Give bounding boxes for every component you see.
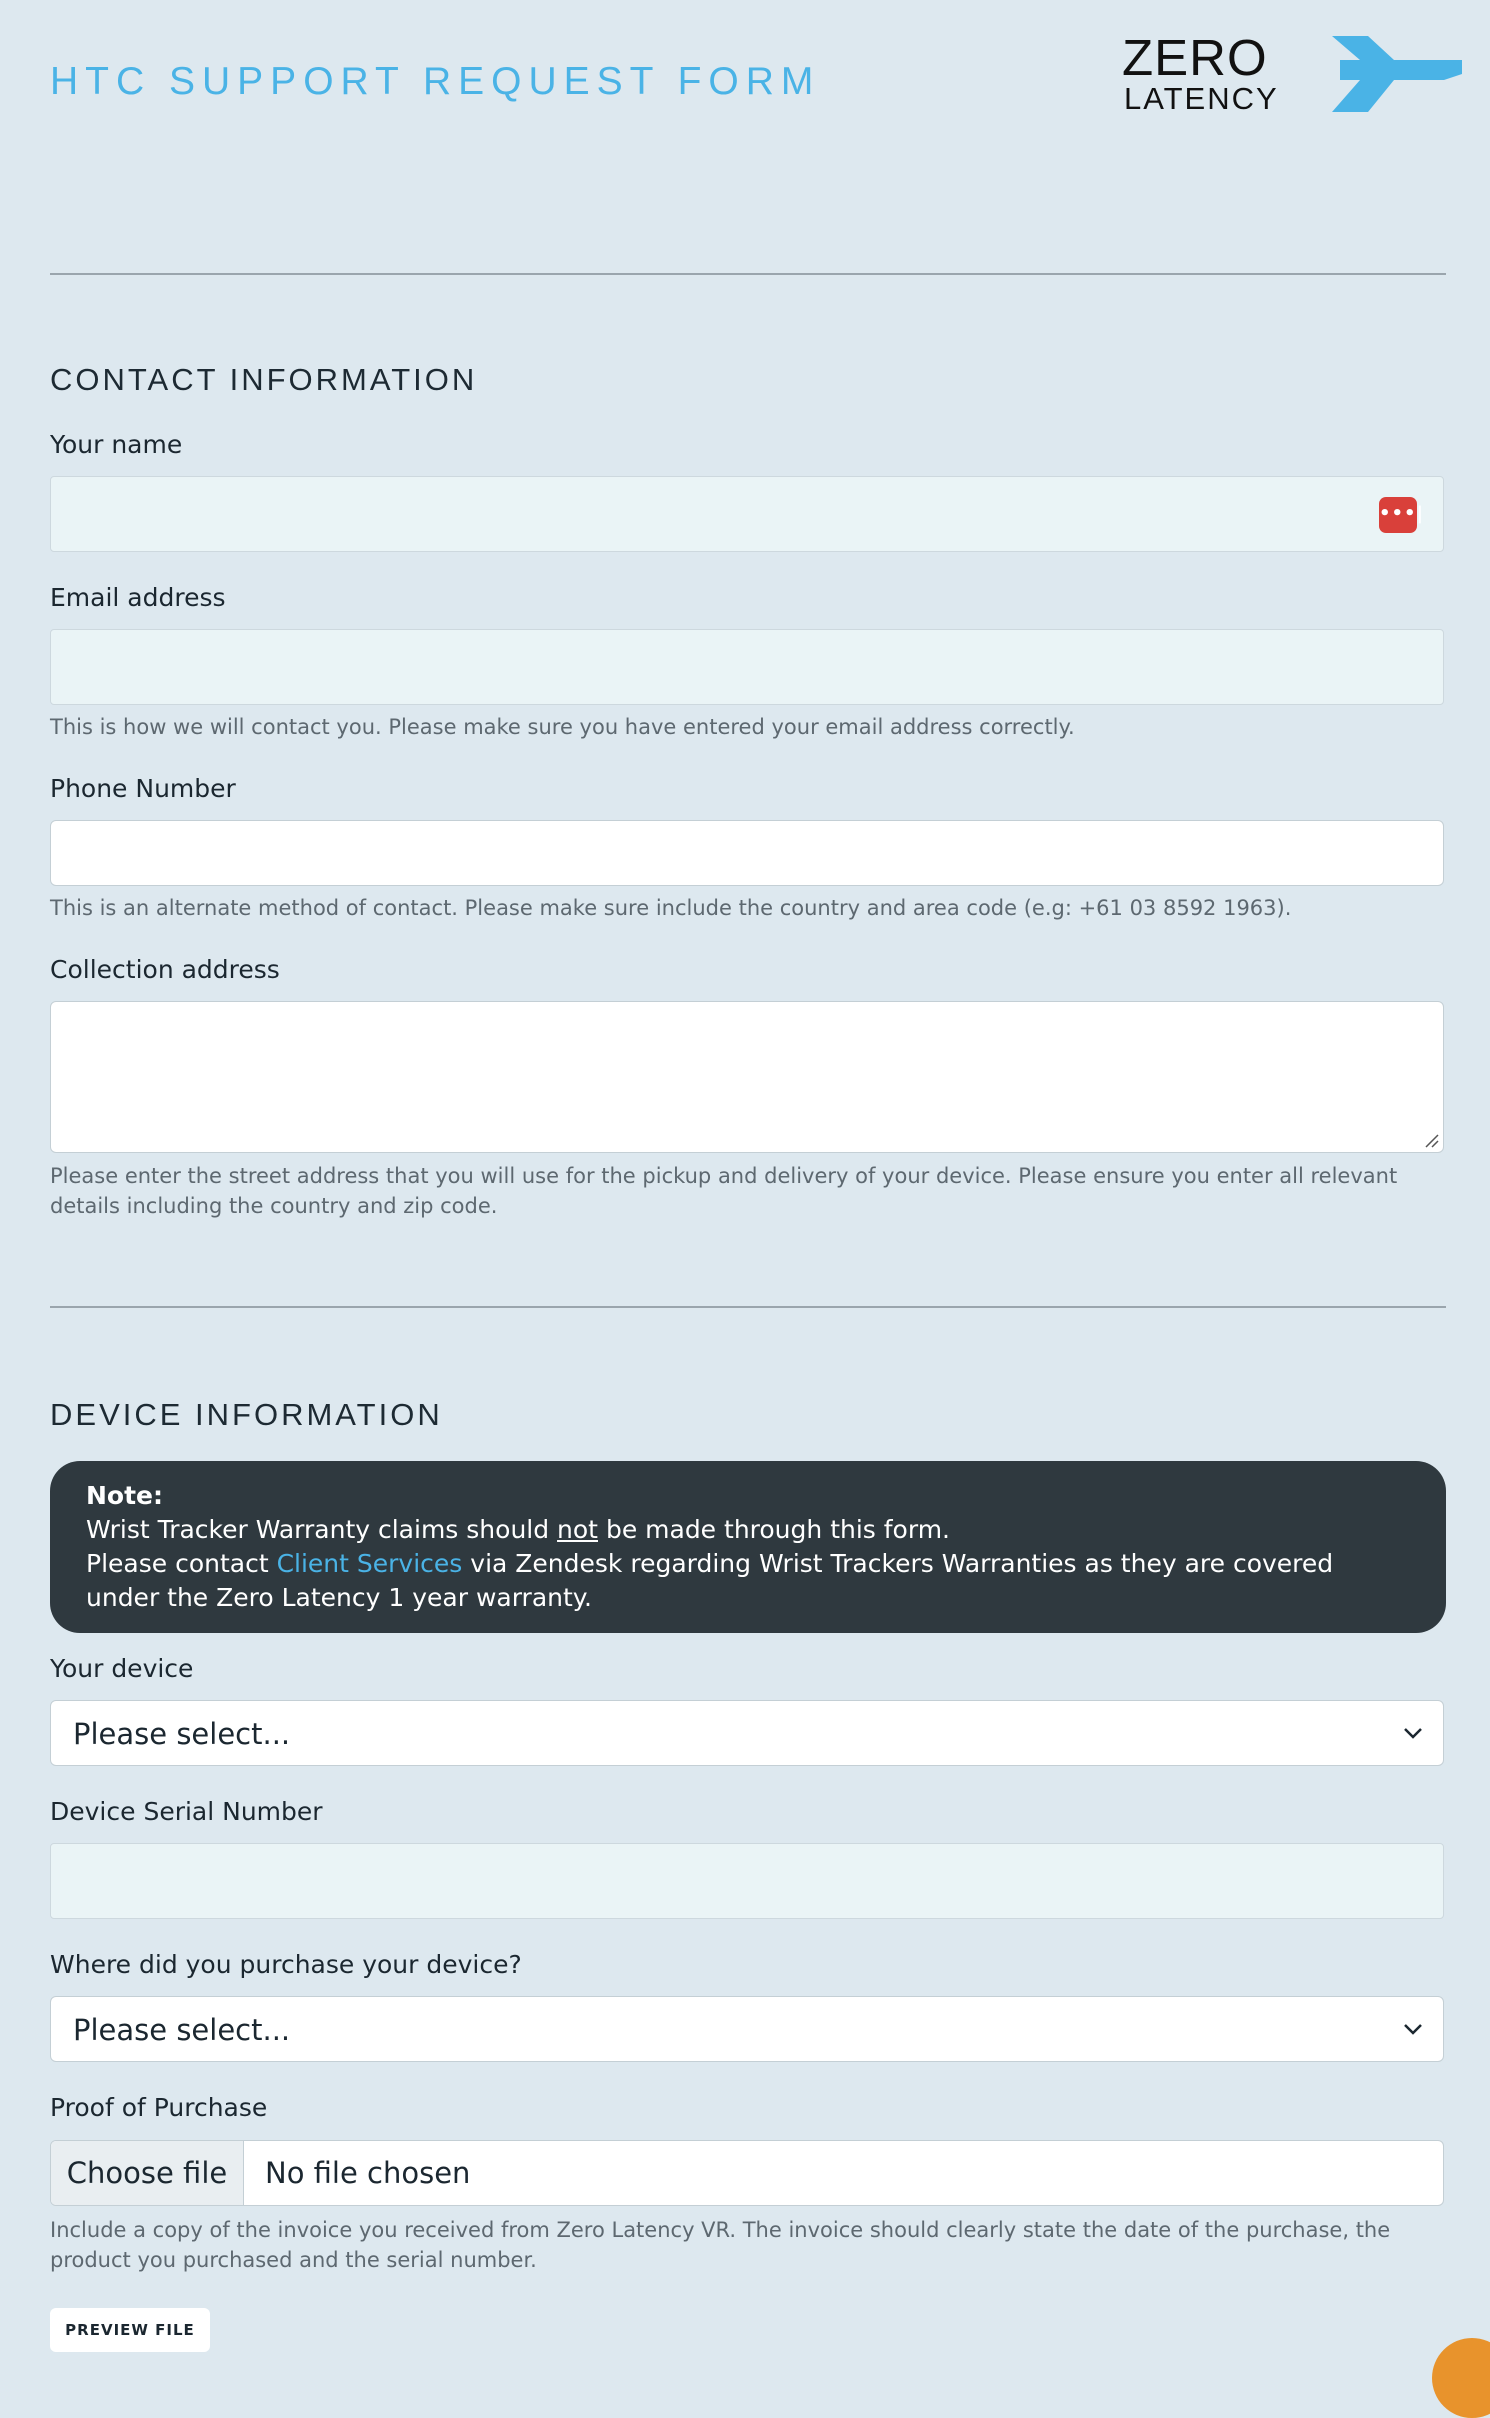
email-label: Email address <box>50 583 226 612</box>
phone-input[interactable] <box>50 820 1444 886</box>
divider <box>50 273 1446 275</box>
note-text: Wrist Tracker Warranty claims should <box>86 1515 558 1544</box>
purchase-label: Where did you purchase your device? <box>50 1950 522 1979</box>
password-manager-icon[interactable]: •••| <box>1379 497 1417 533</box>
zero-latency-logo <box>1122 30 1464 118</box>
warranty-note <box>50 1461 1446 1633</box>
name-label: Your name <box>50 430 183 459</box>
note-line-2 <box>86 1547 1410 1615</box>
note-text: be made through this form. <box>598 1515 950 1544</box>
purchase-select[interactable] <box>50 1996 1444 2062</box>
file-status: No file chosen <box>265 2156 471 2190</box>
divider <box>50 1306 1446 1308</box>
preview-file-button[interactable]: PREVIEW FILE <box>50 2308 210 2352</box>
proof-label: Proof of Purchase <box>50 2093 268 2122</box>
email-help-text: This is how we will contact you. Please make sure you have entered your email address correctly. <box>50 715 1075 739</box>
device-select-value: Please select... <box>73 1717 291 1751</box>
resize-grip-icon[interactable] <box>1423 1132 1439 1148</box>
logo-arrow-icon <box>1332 36 1462 112</box>
serial-input[interactable] <box>50 1843 1444 1919</box>
note-text: via Zendesk regarding Wrist Trackers Warranties as they are covered under the Zero Latency 1 year warranty. <box>86 1549 1334 1612</box>
proof-file-input[interactable] <box>50 2140 1444 2206</box>
contact-section-title: CONTACT INFORMATION <box>50 362 478 397</box>
logo-text-latency: LATENCY <box>1124 81 1279 116</box>
email-input[interactable] <box>50 629 1444 705</box>
phone-help-text: This is an alternate method of contact. Please make sure include the country and area code (e.g: +61 03 8592 1963). <box>50 896 1292 920</box>
client-services-link[interactable]: Client Services <box>276 1549 463 1578</box>
choose-file-button[interactable]: Choose file <box>51 2141 244 2205</box>
device-select[interactable] <box>50 1700 1444 1766</box>
note-heading: Note: <box>86 1481 164 1510</box>
chevron-down-icon <box>1401 1721 1425 1745</box>
note-text: Please contact <box>86 1549 277 1578</box>
serial-label: Device Serial Number <box>50 1797 323 1826</box>
purchase-select-value: Please select... <box>73 2013 291 2047</box>
page-title: HTC SUPPORT REQUEST FORM <box>50 60 821 103</box>
address-help-text: Please enter the street address that you will use for the pickup and delivery of your device. Please ensure you enter all relevant details including the country and zip code. <box>50 1164 1398 1218</box>
note-emphasis: not <box>557 1515 598 1544</box>
chevron-down-icon <box>1401 2017 1425 2041</box>
device-label: Your device <box>50 1654 194 1683</box>
address-textarea[interactable] <box>50 1001 1444 1153</box>
logo-text-zero: ZERO <box>1122 29 1268 86</box>
device-section-title: DEVICE INFORMATION <box>50 1397 443 1432</box>
phone-label: Phone Number <box>50 774 236 803</box>
address-label: Collection address <box>50 955 280 984</box>
name-input[interactable] <box>50 476 1444 552</box>
note-line-1 <box>86 1513 1410 1547</box>
proof-help-text: Include a copy of the invoice you received from Zero Latency VR. The invoice should clearly state the date of the purchase, the product you purchased and the serial number. <box>50 2218 1391 2272</box>
help-chat-button[interactable] <box>1432 2338 1490 2418</box>
